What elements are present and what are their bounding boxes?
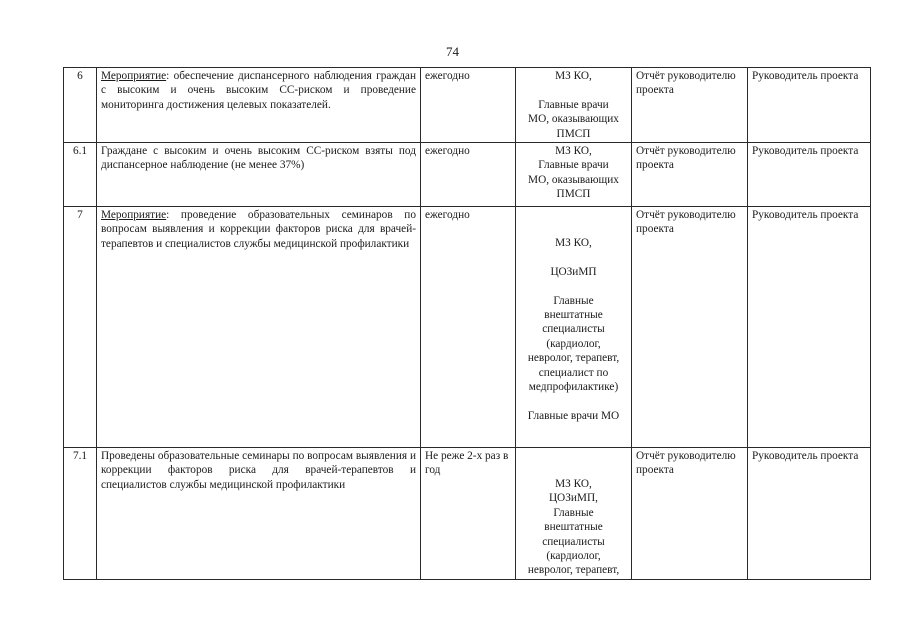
responsible-cell [516, 143, 632, 207]
responsible-line: МЗ КО, [555, 145, 592, 158]
responsible-cell [516, 68, 632, 143]
responsible-line: МЗ КО, [555, 237, 592, 250]
report-cell: Отчёт руководителю проекта [632, 143, 748, 207]
responsible-line: ЦОЗиМП [550, 265, 597, 278]
page-number: 74 [446, 44, 459, 59]
controller-cell: Руководитель проекта [748, 143, 871, 207]
activity-text: : проведение образовательных семинаров по вопросам выявления и коррекции факторов риска для врачей-терапевтов и специалистов службы медицинской профилактики [101, 209, 416, 250]
report-cell: Отчёт руководителю проекта [632, 68, 748, 143]
responsible-line: МО, оказывающих [528, 173, 619, 186]
responsible-line: Главные [553, 294, 594, 307]
responsible-line: (кардиолог, [546, 550, 601, 563]
row-number: 7.1 [64, 448, 97, 580]
responsible-line: МЗ КО, [555, 70, 592, 82]
responsible-line: МО, оказывающих [528, 113, 619, 126]
term-cell: ежегодно [421, 207, 516, 448]
row-number: 6.1 [64, 143, 97, 207]
table-row [64, 68, 871, 143]
table-row [64, 143, 871, 207]
controller-cell: Руководитель проекта [748, 207, 871, 448]
responsible-line: Главные врачи МО [527, 409, 620, 422]
responsible-line: (кардиолог, [546, 337, 601, 350]
responsible-line: Главные врачи [538, 159, 609, 172]
responsible-line: специалист по [538, 366, 609, 379]
responsible-line: медпрофилактике) [528, 381, 619, 394]
activity-cell: Проведены образовательные семинары по вопросам выявления и коррекции факторов риска для врачей-терапевтов и специалистов службы медицинской профилактики [97, 448, 421, 580]
table-row [64, 207, 871, 448]
row-number: 7 [64, 207, 97, 448]
responsible-cell [516, 207, 632, 448]
responsible-line: невролог, терапевт, [527, 352, 620, 365]
responsible-line: внештатные [544, 521, 603, 534]
responsible-line: Главные [553, 506, 594, 519]
report-cell: Отчёт руководителю проекта [632, 207, 748, 448]
responsible-cell [516, 448, 632, 580]
responsible-line: ПМСП [556, 188, 591, 201]
term-cell: Не реже 2-х раз в год [421, 448, 516, 580]
responsible-line: МЗ КО, [555, 478, 592, 491]
responsible-line: ПМСП [556, 127, 591, 140]
table-row [64, 448, 871, 580]
action-plan-table [63, 67, 871, 580]
report-cell: Отчёт руководителю проекта [632, 448, 748, 580]
activity-cell: Граждане с высоким и очень высоким СС-риском взяты под диспансерное наблюдение (не менее 37%) [97, 143, 421, 207]
responsible-line: ЦОЗиМП, [549, 492, 598, 505]
term-cell: ежегодно [421, 68, 516, 143]
responsible-line: Главные врачи [538, 98, 609, 111]
responsible-line: специалисты [542, 535, 605, 548]
activity-prefix: Мероприятие [101, 209, 167, 222]
activity-prefix: Мероприятие [101, 70, 167, 82]
responsible-line: специалисты [542, 323, 605, 336]
responsible-line: внештатные [544, 309, 603, 322]
row-number: 6 [64, 68, 97, 143]
activity-cell [97, 68, 421, 143]
activity-text: : обеспечение диспансерного наблюдения граждан с высоким и очень высоким СС-риском и проведение мониторинга достижения целевых показателей. [101, 70, 416, 111]
activity-cell [97, 207, 421, 448]
controller-cell: Руководитель проекта [748, 448, 871, 580]
responsible-line: невролог, терапевт, [527, 564, 620, 577]
term-cell: ежегодно [421, 143, 516, 207]
controller-cell: Руководитель проекта [748, 68, 871, 143]
